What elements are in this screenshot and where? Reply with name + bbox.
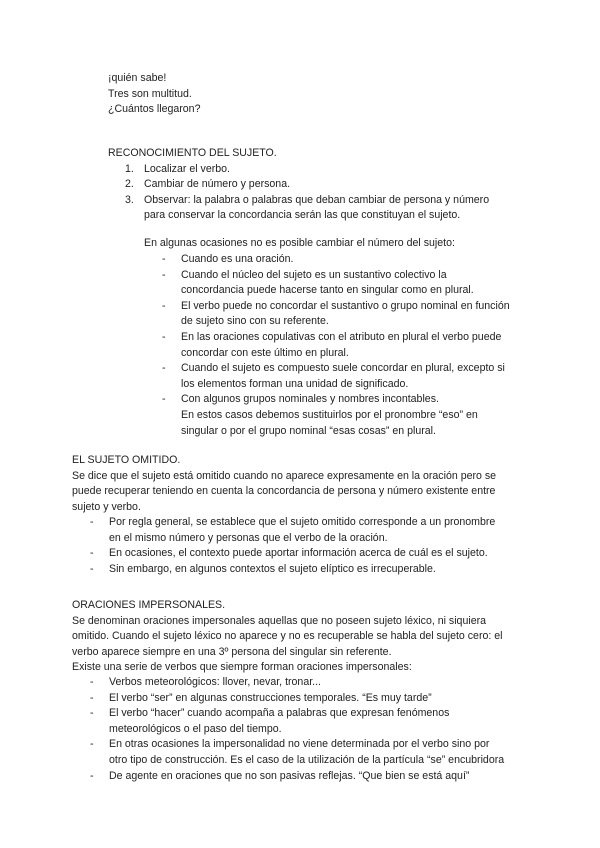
section-heading: EL SUJETO OMITIDO. — [72, 454, 181, 466]
case-text: Cuando el sujeto es compuesto suele concordar en plural, excepto si — [181, 362, 505, 375]
list-item-text: De agente en oraciones que no son pasivas reflejas. “Que bien se está aquí” — [109, 769, 470, 782]
list-item: - En ocasiones, el contexto puede aportar información acerca de cuál es el sujeto. — [109, 546, 495, 562]
paragraph-line: puede recuperar teniendo en cuenta la concordancia de persona y número existente entre — [72, 485, 496, 498]
section-heading: RECONOCIMIENTO DEL SUJETO. — [108, 147, 277, 159]
subsection-cases — [144, 236, 455, 252]
section-omitido — [72, 453, 496, 515]
intro-lines — [108, 71, 200, 118]
case-text: de sujeto sino con su referente. — [181, 315, 329, 328]
paragraph-line: Existe una serie de verbos que siempre forman oraciones impersonales: — [72, 661, 412, 674]
sub-intro: En algunas ocasiones no es posible cambiar el número del sujeto: — [144, 237, 455, 249]
paragraph-line: Se dice que el sujeto está omitido cuando no aparece expresamente en la oración pero se — [72, 469, 497, 482]
case-item: - Cuando el sujeto es compuesto suele concordar en plural, excepto si los elementos forman una unidad de significado. — [181, 361, 510, 392]
case-item: - El verbo puede no concordar el sustantivo o grupo nominal en función de sujeto sino con su referente. — [181, 299, 510, 330]
list-item-text: En otras ocasiones la impersonalidad no viene determinada por el verbo sino por — [109, 738, 490, 751]
list-item-text: En ocasiones, el contexto puede aportar información acerca de cuál es el sujeto. — [109, 547, 488, 560]
list-item-text: en el mismo número y personas que el verbo de la oración. — [109, 531, 388, 544]
list-item: - Por regla general, se establece que el sujeto omitido corresponde a un pronombre en el mismo número y personas que el verbo de la oración. — [109, 515, 495, 546]
step-text: Observar: la palabra o palabras que deban cambiar de persona y número — [144, 193, 490, 206]
case-text: concordancia puede hacerse tanto en singular como en plural. — [181, 284, 474, 297]
step-number: 3. — [125, 193, 134, 206]
section-reconocimiento — [108, 146, 489, 224]
case-item: - En las oraciones copulativas con el atributo en plural el verbo puede concordar con este último en plural. — [181, 330, 510, 361]
section-heading: ORACIONES IMPERSONALES. — [72, 599, 226, 611]
list-item: - Sin embargo, en algunos contextos el sujeto elíptico es irrecuperable. — [109, 562, 495, 578]
steps-list — [108, 162, 489, 224]
step-item — [108, 193, 489, 224]
intro-line: Tres son multitud. — [108, 87, 192, 100]
case-item: - Con algunos grupos nominales y nombres incontables. En estos casos debemos sustituirlos por el pronombre “eso” en singular o por el grupo nominal “esas cosas” en plural. — [181, 392, 510, 439]
list-item-text: otro tipo de construcción. Es el caso de la utilización de la partícula “se” encubridora — [109, 753, 505, 766]
case-text: Con algunos grupos nominales y nombres incontables. — [181, 393, 439, 406]
case-text: En estos casos debemos sustituirlos por el pronombre “eso” en — [181, 408, 478, 421]
step-item — [108, 162, 489, 178]
list-item-text: Sin embargo, en algunos contextos el sujeto elíptico es irrecuperable. — [109, 562, 436, 575]
step-number: 2. — [125, 178, 134, 191]
impersonales-list-block — [90, 675, 505, 784]
omitido-list-block — [90, 515, 496, 577]
case-item: - Cuando el núcleo del sujeto es un sustantivo colectivo la concordancia puede hacerse tanto en singular como en plural. — [181, 268, 510, 299]
case-text: concordar con este último en plural. — [181, 346, 349, 359]
list-item: - El verbo “ser” en algunas construcciones temporales. “Es muy tarde” — [109, 691, 504, 707]
step-text: para conservar la concordancia serán las que constituyan el sujeto. — [144, 209, 461, 222]
section-impersonales — [72, 598, 503, 676]
list-item-text: El verbo “ser” en algunas construcciones temporales. “Es muy tarde” — [109, 691, 432, 704]
cases-block — [162, 252, 510, 439]
paragraph-line: Se denominan oraciones impersonales aquellas que no poseen sujeto léxico, ni siquiera — [72, 614, 487, 627]
case-text: Cuando el núcleo del sujeto es un sustantivo colectivo la — [181, 268, 447, 281]
omitido-list — [90, 515, 496, 577]
list-item: - En otras ocasiones la impersonalidad no viene determinada por el verbo sino por otro tipo de construcción. Es el caso de la utilización de la partícula “se” encubridora — [109, 737, 504, 768]
list-item: - Verbos meteorológicos: llover, nevar, tronar... — [109, 675, 504, 691]
list-item: - De agente en oraciones que no son pasivas reflejas. “Que bien se está aquí” — [109, 769, 504, 785]
step-text: Localizar el verbo. — [144, 162, 230, 175]
intro-line: ¿Cuántos llegaron? — [108, 103, 201, 116]
case-text: El verbo puede no concordar el sustantivo o grupo nominal en función — [181, 299, 510, 312]
list-item-text: meteorológicos o el paso del tiempo. — [109, 722, 282, 735]
cases-list — [162, 252, 510, 439]
case-text: En las oraciones copulativas con el atributo en plural el verbo puede — [181, 330, 502, 343]
case-text: los elementos forman una unidad de significado. — [181, 377, 409, 390]
case-text: Cuando es una oración. — [181, 253, 294, 265]
step-item — [108, 177, 489, 193]
step-text: Cambiar de número y persona. — [144, 178, 291, 191]
list-item-text: Por regla general, se establece que el sujeto omitido corresponde a un pronombre — [109, 516, 496, 528]
intro-line: ¡quién sabe! — [108, 72, 167, 84]
list-item-text: El verbo “hacer” cuando acompaña a palabras que expresan fenómenos — [109, 707, 450, 720]
paragraph-line: omitido. Cuando el sujeto léxico no aparece y no es recuperable se habla del sujeto cero: el — [72, 630, 503, 643]
list-item-text: Verbos meteorológicos: llover, nevar, tronar... — [109, 676, 321, 688]
paragraph-line: sujeto y verbo. — [72, 500, 141, 513]
list-item: - El verbo “hacer” cuando acompaña a palabras que expresan fenómenos meteorológicos o el paso del tiempo. — [109, 706, 504, 737]
step-number: 1. — [125, 162, 134, 175]
paragraph-line: verbo aparece siempre en una 3º persona del singular sin referente. — [72, 645, 392, 658]
case-item: - Cuando es una oración. — [181, 252, 510, 268]
case-text: singular o por el grupo nominal “esas cosas” en plural. — [181, 424, 436, 437]
impersonales-list — [90, 675, 505, 784]
